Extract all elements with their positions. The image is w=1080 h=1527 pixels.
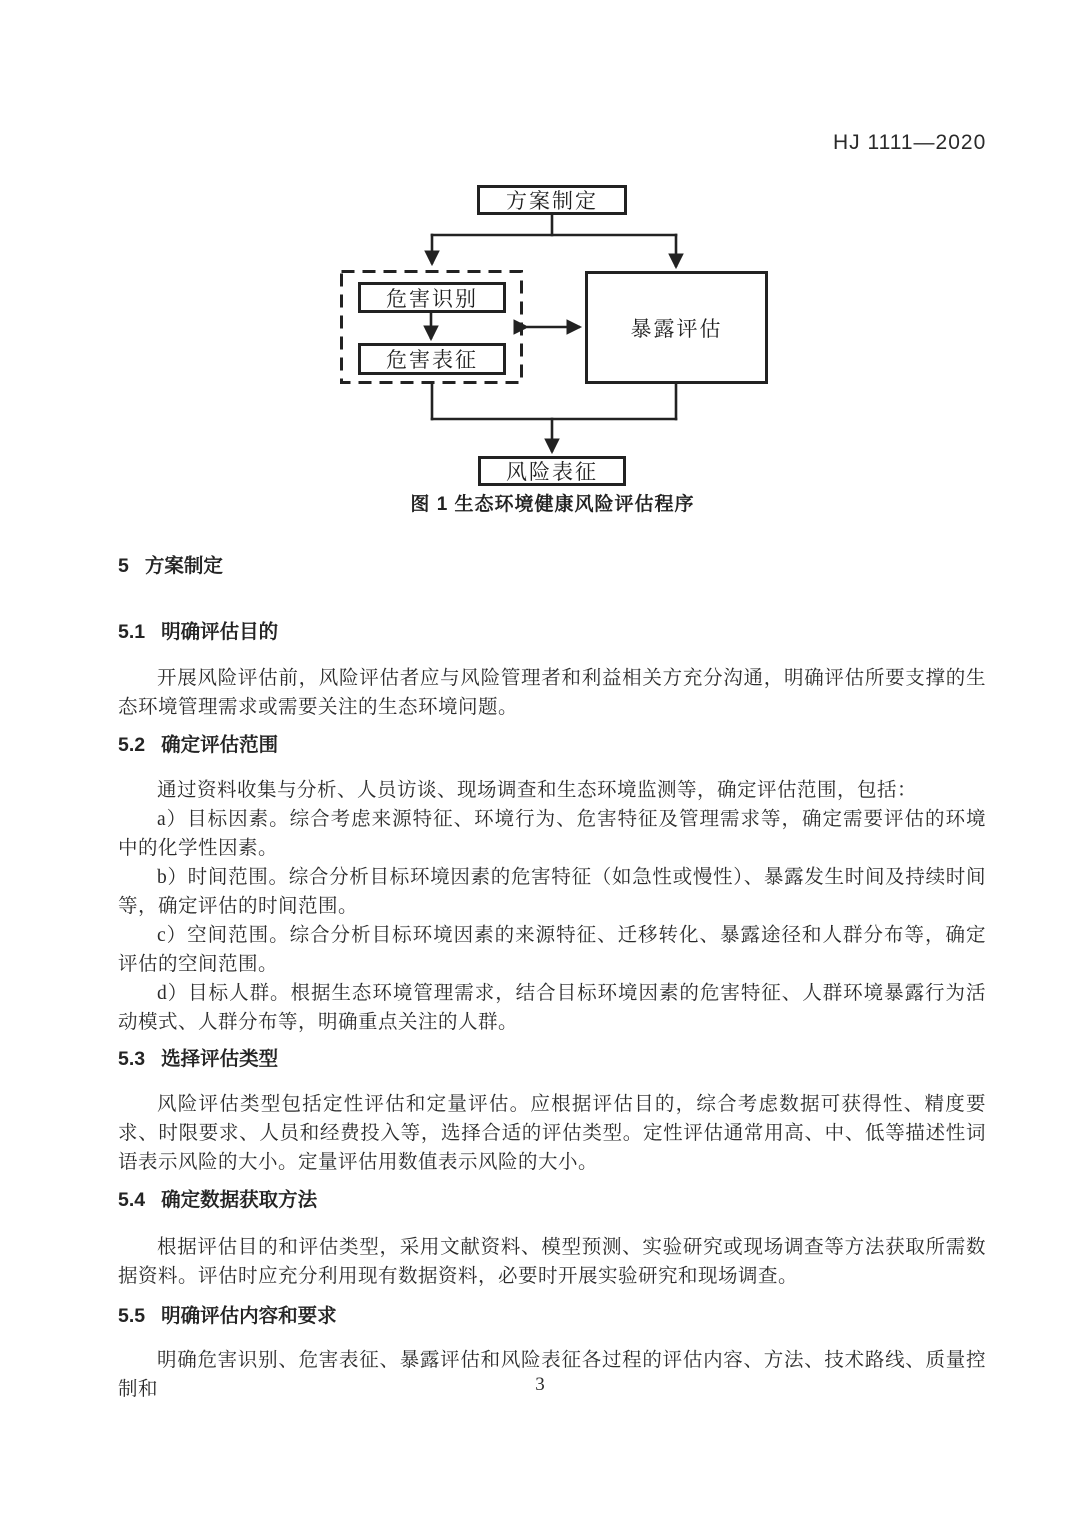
paragraph: 风险评估类型包括定性评估和定量评估。应根据评估目的，综合考虑数据可获得性、精度要求、时限要求、人员和经费投入等，选择合适的评估类型。定性评估通常用高、中、低等描述性词语表示风险的大小。定量评估用数值表示风险的大小。 — [118, 1094, 986, 1173]
section-title: 明确评估目的 — [161, 621, 279, 643]
paragraph: 开展风险评估前，风险评估者应与风险管理者和利益相关方充分沟通，明确评估所要支撑的生态环境管理需求或需要关注的生态环境问题。 — [118, 668, 986, 718]
flow-node-hazard-identification: 危害识别 — [358, 282, 506, 313]
body-content — [118, 545, 986, 1404]
flowchart-connectors — [0, 0, 1080, 530]
list-item-d: d）目标人群。根据生态环境管理需求，结合目标环境因素的危害特征、人群环境暴露行为活动模式、人群分布等，明确重点关注的人群。 — [118, 983, 986, 1033]
flow-node-exposure-assessment: 暴露评估 — [585, 271, 768, 384]
figure-1-flowchart — [0, 0, 1080, 530]
list-item-c: c）空间范围。综合分析目标环境因素的来源特征、迁移转化、暴露途径和人群分布等，确定评估的空间范围。 — [118, 925, 986, 975]
section-title: 明确评估内容和要求 — [161, 1305, 337, 1327]
flow-node-hazard-characterization: 危害表征 — [358, 343, 506, 375]
section-heading-5-5 — [118, 1305, 986, 1327]
section-number: 5.1 — [118, 621, 146, 643]
paragraph: 明确危害识别、危害表征、暴露评估和风险表征各过程的评估内容、方法、技术路线、质量控制和 — [118, 1350, 986, 1400]
section-number: 5.3 — [118, 1048, 146, 1070]
section-number: 5.4 — [118, 1189, 146, 1211]
page-number: 3 — [535, 1374, 545, 1395]
section-number: 5.5 — [118, 1305, 146, 1327]
flow-node-plan: 方案制定 — [477, 185, 627, 215]
section-number: 5.2 — [118, 734, 146, 756]
list-item-b: b）时间范围。综合分析目标环境因素的危害特征（如急性或慢性）、暴露发生时间及持续时间等，确定评估的时间范围。 — [118, 867, 986, 917]
doc-number: HJ 1111—2020 — [833, 131, 987, 154]
list-item-a: a）目标因素。综合考虑来源特征、环境行为、危害特征及管理需求等，确定需要评估的环境中的化学性因素。 — [118, 809, 986, 859]
section-title: 选择评估类型 — [161, 1048, 279, 1070]
section-heading-5 — [118, 555, 986, 577]
section-title: 确定评估范围 — [161, 734, 279, 756]
flow-node-risk-characterization: 风险表征 — [478, 456, 626, 486]
section-heading-5-1 — [118, 621, 986, 643]
paragraph: 根据评估目的和评估类型，采用文献资料、模型预测、实验研究或现场调查等方法获取所需数据资料。评估时应充分利用现有数据资料，必要时开展实验研究和现场调查。 — [118, 1237, 986, 1287]
section-heading-5-3 — [118, 1048, 986, 1070]
section-title: 方案制定 — [144, 555, 223, 577]
section-heading-5-2 — [118, 734, 986, 756]
section-title: 确定数据获取方法 — [161, 1189, 318, 1211]
paragraph: 通过资料收集与分析、人员访谈、现场调查和生态环境监测等，确定评估范围，包括： — [157, 780, 918, 801]
section-heading-5-4 — [118, 1189, 986, 1211]
figure-caption: 图 1 生态环境健康风险评估程序 — [410, 494, 695, 515]
section-number: 5 — [118, 555, 129, 577]
